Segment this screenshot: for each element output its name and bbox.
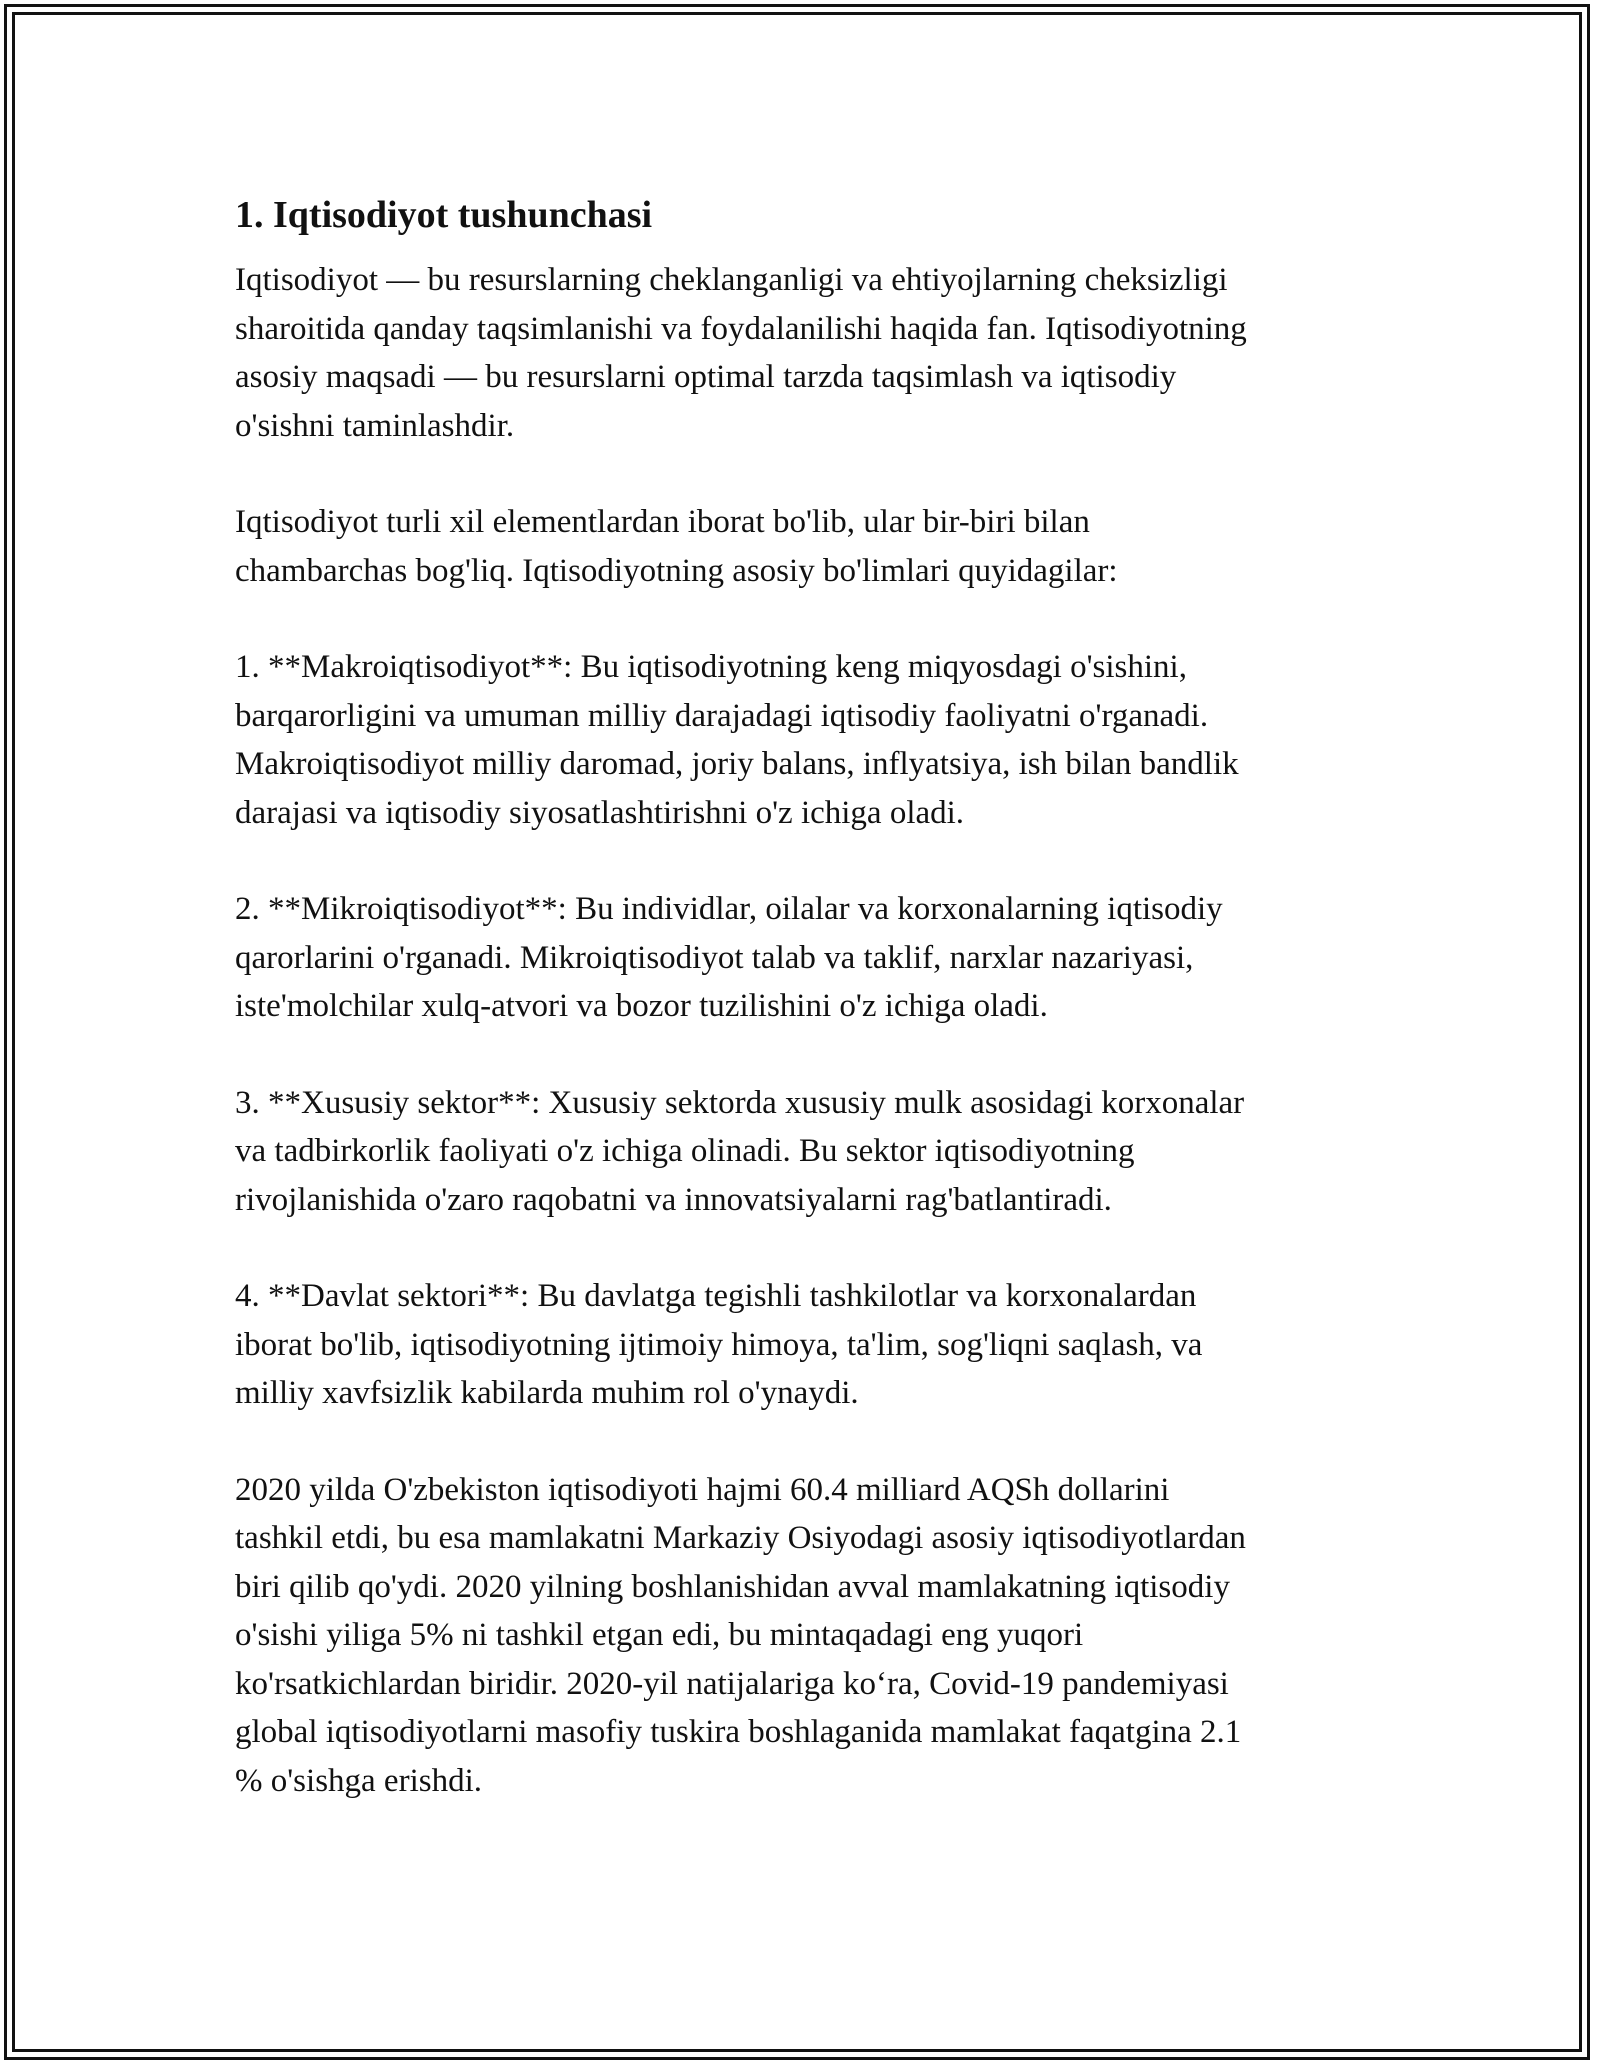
paragraph-private-sector: 3. **Xususiy sektor**: Xususiy sektorda xususiy mulk asosidagi korxonalar va tadbirkorlik faoliyati o'z ichiga olinadi. Bu sektor iqtisodiyotning rivojlanishida o'zaro raqobatni va innovatsiyalarni rag'batlantiradi. [235,1084,1245,1218]
paragraph-macroeconomics: 1. **Makroiqtisodiyot**: Bu iqtisodiyotning keng miqyosdagi o'sishini, barqarorligini va umuman milliy darajadagi iqtisodiy faoliyatni o'rganadi. Makroiqtisodiyot milliy daromad, joriy balans, inflyatsiya, ish bilan bandlik darajasi va iqtisodiy siyosatlashtirishni o'z ichiga oladi. [235,649,1239,831]
section-heading: 1. Iqtisodiyot tushunchasi [235,194,653,236]
paragraph-uzbekistan-economy: 2020 yilda O'zbekiston iqtisodiyoti hajmi 60.4 milliard AQSh dollarini tashkil etdi, bu esa mamlakatni Markaziy Osiyodagi asosiy iqtisodiyotlardan biri qilib qo'ydi. 2020 yilning boshlanishidan avval mamlakatning iqtisodiy o'sishi yiliga 5% ni tashkil etgan edi, bu mintaqadagi eng yuqori ko'rsatkichlardan biridir. 2020-yil natijalariga koʻra, Covid-19 pandemiyasi global iqtisodiyotlarni masofiy tuskira boshlaganida mamlakat faqatgina 2.1 % o'sishga erishdi. [235,1471,1246,1799]
paragraph-definition: Iqtisodiyot — bu resurslarning cheklanganligi va ehtiyojlarning cheksizligi sharoitida qanday taqsimlanishi va foydalanilishi haqida fan. Iqtisodiyotning asosiy maqsadi — bu resurslarni optimal tarzda taqsimlash va iqtisodiy o'sishni taminlashdir. [235,262,1247,444]
paragraph-sections-intro: Iqtisodiyot turli xil elementlardan iborat bo'lib, ular bir-biri bilan chambarchas bog'liq. Iqtisodiyotning asosiy bo'limlari quyidagilar: [235,504,1118,589]
paragraph-microeconomics: 2. **Mikroiqtisodiyot**: Bu individlar, oilalar va korxonalarning iqtisodiy qarorlarini o'rganadi. Mikroiqtisodiyot talab va taklif, narxlar nazariyasi, iste'molchilar xulq-atvori va bozor tuzilishini o'z ichiga oladi. [235,891,1223,1024]
document-body [235,190,1375,1853]
paragraph-public-sector: 4. **Davlat sektori**: Bu davlatga tegishli tashkilotlar va korxonalardan iborat bo'lib, iqtisodiyotning ijtimoiy himoya, ta'lim, sog'liqni saqlash, va milliy xavfsizlik kabilarda muhim rol o'ynaydi. [235,1278,1203,1411]
